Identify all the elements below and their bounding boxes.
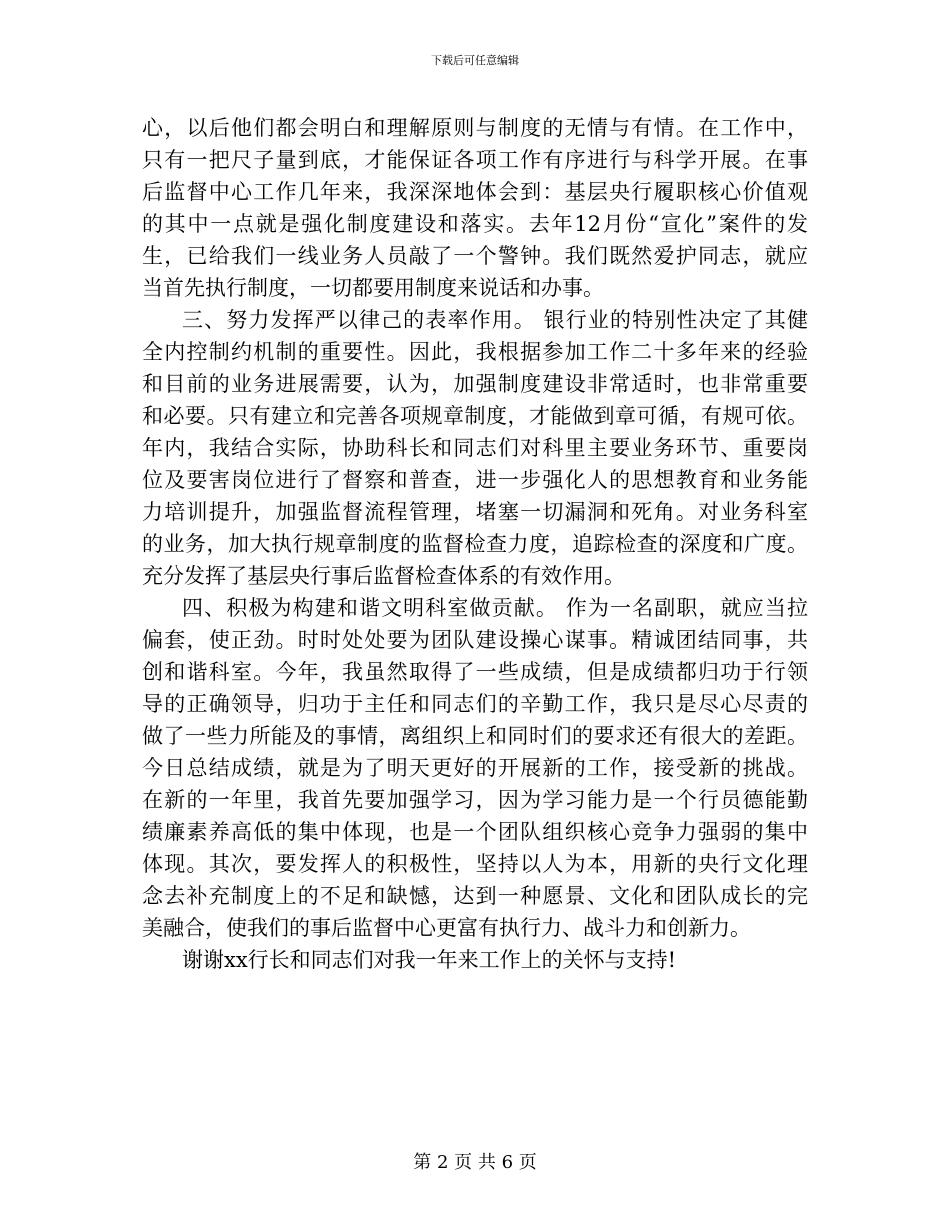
paragraph-line: 和目前的业务进展需要，认为，加强制度建设非常适时，也非常重要 — [142, 372, 808, 396]
paragraph-line: 后监督中心工作几年来，我深深地体会到：基层央行履职核心价值观 — [142, 180, 808, 204]
page-number: 第 2 页 共 6 页 — [413, 1152, 537, 1173]
paragraph-line: 偏套，使正劲。时时处处要为团队建设操心谋事。精诚团结同事，共 — [142, 628, 808, 652]
paragraph-line: 谢谢xx行长和同志们对我一年来工作上的关怀与支持! — [182, 948, 677, 972]
paragraph-line: 三、努力发挥严以律己的表率作用。 银行业的特别性决定了其健 — [182, 308, 808, 332]
paragraph-line: 力培训提升，加强监督流程管理，堵塞一切漏洞和死角。对业务科室 — [142, 500, 808, 524]
paragraph-line: 导的正确领导，归功于主任和同志们的辛勤工作，我只是尽心尽责的 — [142, 692, 808, 716]
paragraph — [142, 304, 808, 592]
paragraph-line: 创和谐科室。今年，我虽然取得了一些成绩，但是成绩都归功于行领 — [142, 660, 808, 684]
paragraph-line: 和必要。只有建立和完善各项规章制度，才能做到章可循，有规可依。 — [142, 404, 808, 428]
paragraph-line: 只有一把尺子量到底，才能保证各项工作有序进行与科学开展。在事 — [142, 148, 808, 172]
paragraph-line: 心，以后他们都会明白和理解原则与制度的无情与有情。在工作中， — [142, 116, 808, 140]
paragraph-line: 位及要害岗位进行了督察和普查，进一步强化人的思想教育和业务能 — [142, 468, 808, 492]
paragraph-line: 生，已给我们一线业务人员敲了一个警钟。我们既然爱护同志，就应 — [142, 244, 808, 268]
paragraph — [142, 112, 808, 304]
paragraph-line: 当首先执行制度，一切都要用制度来说话和办事。 — [142, 276, 604, 300]
paragraph-line: 做了一些力所能及的事情，离组织上和同时们的要求还有很大的差距。 — [142, 724, 808, 748]
paragraph-line: 绩廉素养高低的集中体现，也是一个团队组织核心竞争力强弱的集中 — [142, 820, 808, 844]
paragraph-line: 美融合，使我们的事后监督中心更富有执行力、战斗力和创新力。 — [142, 916, 751, 940]
paragraph-line: 全内控制约机制的重要性。因此，我根据参加工作二十多年来的经验 — [142, 340, 808, 364]
paragraph-line: 的业务，加大执行规章制度的监督检查力度，追踪检查的深度和广度。 — [142, 532, 808, 556]
paragraph-line: 在新的一年里，我首先要加强学习，因为学习能力是一个行员德能勤 — [142, 788, 808, 812]
paragraph-line: 年内，我结合实际，协助科长和同志们对科里主要业务环节、重要岗 — [142, 436, 808, 460]
paragraph-line: 体现。其次，要发挥人的积极性，坚持以人为本，用新的央行文化理 — [142, 852, 808, 876]
paragraph-line: 的其中一点就是强化制度建设和落实。去年12月份“宣化”案件的发 — [142, 212, 808, 236]
paragraph — [142, 592, 808, 944]
paragraph-line: 四、积极为构建和谐文明科室做贡献。 作为一名副职，就应当拉 — [182, 596, 808, 620]
paragraph-line: 念去补充制度上的不足和缺憾，达到一种愿景、文化和团队成长的完 — [142, 884, 808, 908]
document-body — [142, 112, 808, 976]
paragraph-line: 今日总结成绩，就是为了明天更好的开展新的工作，接受新的挑战。 — [142, 756, 808, 780]
paragraph-line: 充分发挥了基层央行事后监督检查体系的有效作用。 — [142, 564, 625, 588]
paragraph — [142, 944, 808, 976]
page-header: 下载后可任意编辑 — [431, 54, 519, 67]
